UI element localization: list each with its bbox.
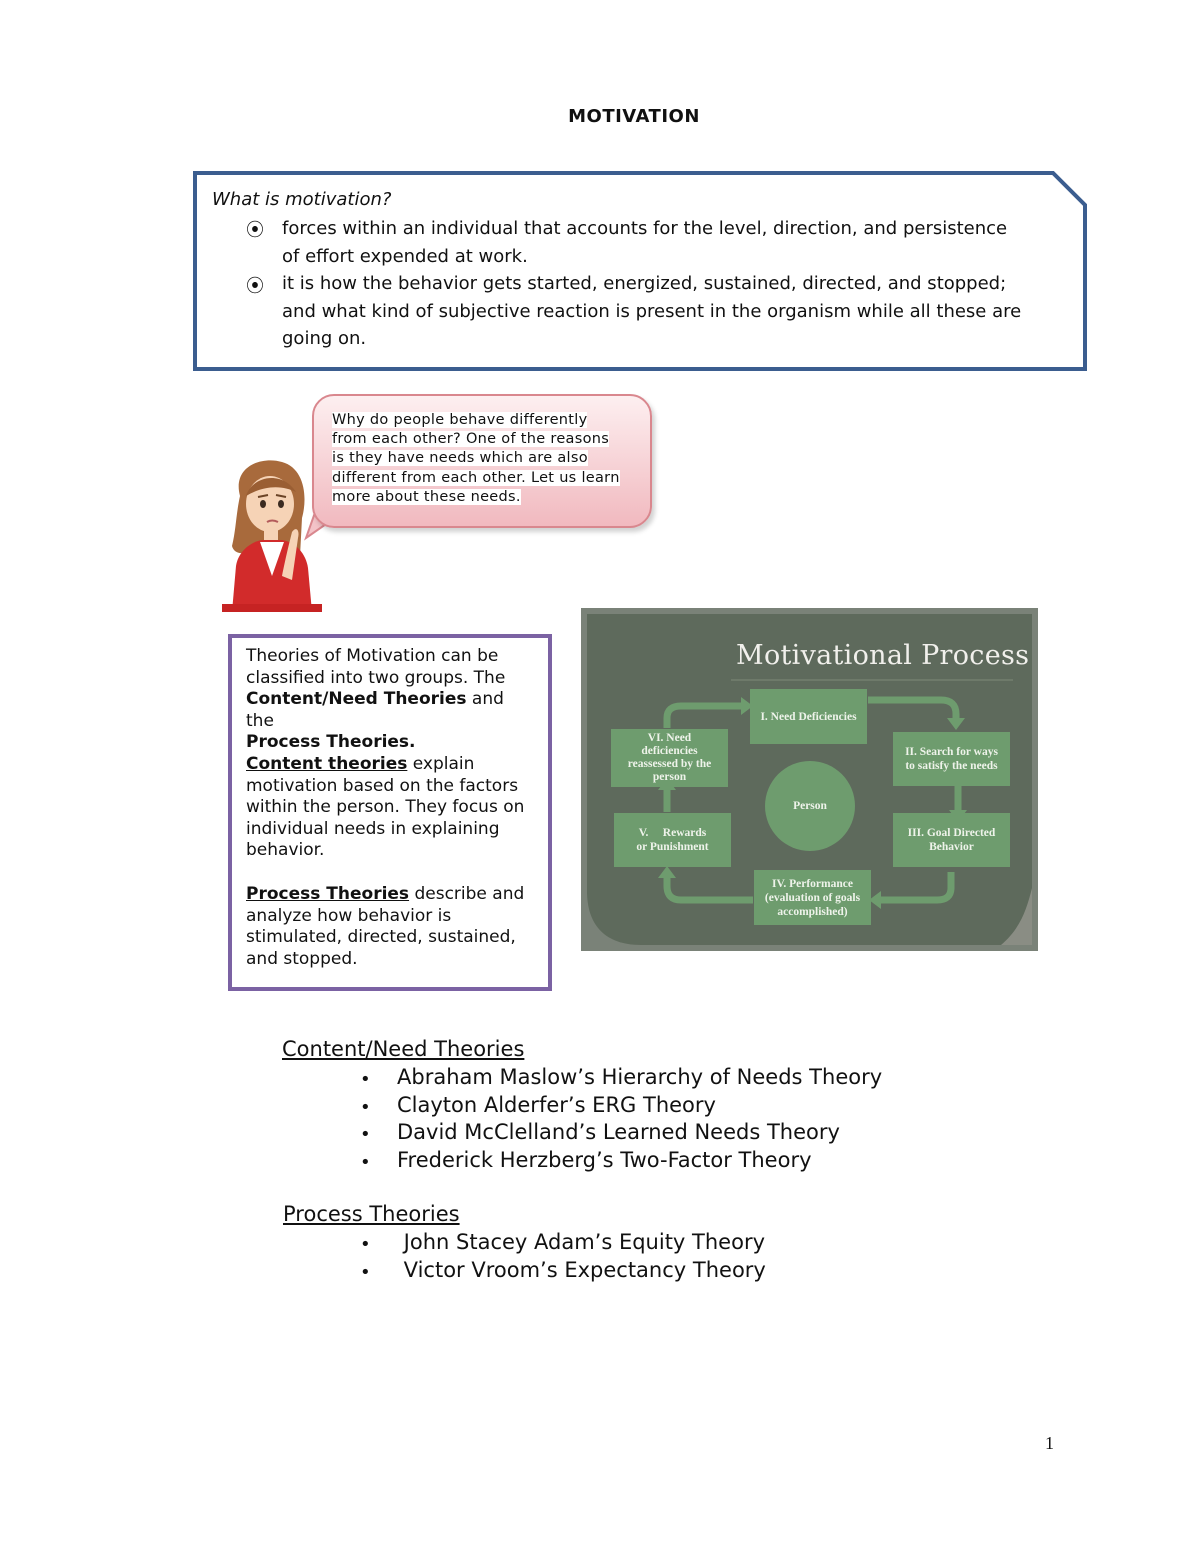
- step-label: V. Rewards: [638, 827, 707, 839]
- step-label: III. Goal Directed: [907, 827, 996, 839]
- text-fragment: explain: [407, 754, 475, 774]
- step-label: accomplished): [777, 905, 848, 918]
- content-theories-heading: Content/Need Theories: [282, 1037, 525, 1061]
- text-line: and stopped.: [246, 948, 358, 969]
- bullet-icon: •: [360, 1097, 371, 1118]
- radio-bullet-icon: ⦿: [246, 276, 264, 297]
- text-line: behavior.: [246, 840, 325, 861]
- definition-point-2-line: it is how the behavior gets started, energized, sustained, directed, and stopped;: [282, 273, 1007, 294]
- text-line: [246, 689, 536, 732]
- page-number: 1: [1045, 1433, 1054, 1453]
- definition-point-1: [282, 215, 1067, 270]
- bullet-icon: •: [360, 1124, 371, 1145]
- step-search-for-ways: [893, 732, 1010, 786]
- list-item: Frederick Herzberg’s Two-Factor Theory: [397, 1148, 812, 1172]
- text-fragment: describe and: [409, 884, 525, 904]
- process-title: Motivational Process: [736, 640, 1030, 671]
- step-need-deficiencies-reassessed: [611, 729, 728, 787]
- list-item: John Stacey Adam’s Equity Theory: [397, 1230, 766, 1254]
- content-need-theories-term: Content/Need Theories: [246, 689, 467, 710]
- text-line: stimulated, directed, sustained,: [246, 927, 516, 948]
- bubble-line: Why do people behave differently: [332, 412, 588, 428]
- bullet-icon: •: [360, 1262, 371, 1283]
- step-label: deficiencies: [641, 745, 698, 757]
- text-line: classified into two groups. The: [246, 667, 506, 688]
- definition-point-2: [282, 270, 1067, 353]
- definition-point-2-line: and what kind of subjective reaction is present in the organism while all these are: [282, 300, 1022, 322]
- list-item: Clayton Alderfer’s ERG Theory: [397, 1093, 716, 1117]
- definition-point-1-line: forces within an individual that accounts for the level, direction, and persistence: [282, 218, 1008, 239]
- step-label: reassessed by the: [627, 758, 712, 770]
- text-line: within the person. They focus on: [246, 797, 525, 818]
- list-item: Victor Vroom’s Expectancy Theory: [397, 1258, 766, 1282]
- step-goal-directed-behavior: [893, 813, 1010, 867]
- bubble-line: is they have needs which are also: [332, 450, 588, 467]
- theories-paragraph-3: [246, 884, 536, 970]
- speech-bubble-text: [332, 411, 630, 507]
- text-line: motivation based on the factors: [246, 775, 519, 796]
- bullet-icon: •: [360, 1234, 371, 1255]
- step-label: person: [652, 771, 687, 783]
- process-theories-term: Process Theories.: [246, 732, 416, 753]
- radio-bullet-icon: ⦿: [246, 220, 264, 241]
- step-label: II. Search for ways: [905, 746, 998, 758]
- step-label: or Punishment: [636, 841, 709, 853]
- step-label: to satisfy the needs: [905, 760, 998, 772]
- process-theories-term: Process Theories: [246, 884, 410, 904]
- page-title: MOTIVATION: [568, 106, 700, 127]
- step-label: VI. Need: [647, 732, 692, 744]
- text-line: [246, 754, 536, 776]
- definition-point-1-line: of effort expended at work.: [282, 245, 528, 267]
- text-fragment: and the: [246, 689, 504, 731]
- text-line: Theories of Motivation can be: [246, 646, 499, 666]
- definition-question: What is motivation?: [212, 189, 392, 210]
- step-label: IV. Performance: [772, 877, 853, 890]
- theories-paragraph-1: [246, 646, 536, 754]
- process-theories-heading: Process Theories: [283, 1202, 460, 1226]
- text-line: [246, 884, 536, 906]
- list-item: David McClelland’s Learned Needs Theory: [397, 1120, 840, 1144]
- text-line: individual needs in explaining: [246, 818, 500, 839]
- bubble-line: from each other? One of the reasons: [332, 431, 610, 448]
- step-need-deficiencies: [750, 689, 867, 744]
- theories-paragraph-2: [246, 754, 536, 862]
- bubble-line: different from each other. Let us learn: [332, 469, 620, 486]
- bullet-icon: •: [360, 1069, 371, 1090]
- step-label: Behavior: [929, 841, 974, 853]
- step-rewards-or-punishment: [614, 813, 731, 867]
- list-item: Abraham Maslow’s Hierarchy of Needs Theory: [397, 1065, 883, 1089]
- person-circle: Person: [765, 761, 855, 851]
- step-label: I. Need Deficiencies: [760, 710, 857, 723]
- content-theories-term: Content theories: [246, 754, 408, 774]
- text-line: analyze how behavior is: [246, 905, 452, 926]
- step-performance: [754, 870, 871, 925]
- bubble-line: more about these needs.: [332, 488, 521, 505]
- bullet-icon: •: [360, 1152, 371, 1173]
- definition-point-2-line: going on.: [282, 328, 367, 349]
- step-label: (evaluation of goals: [764, 891, 861, 904]
